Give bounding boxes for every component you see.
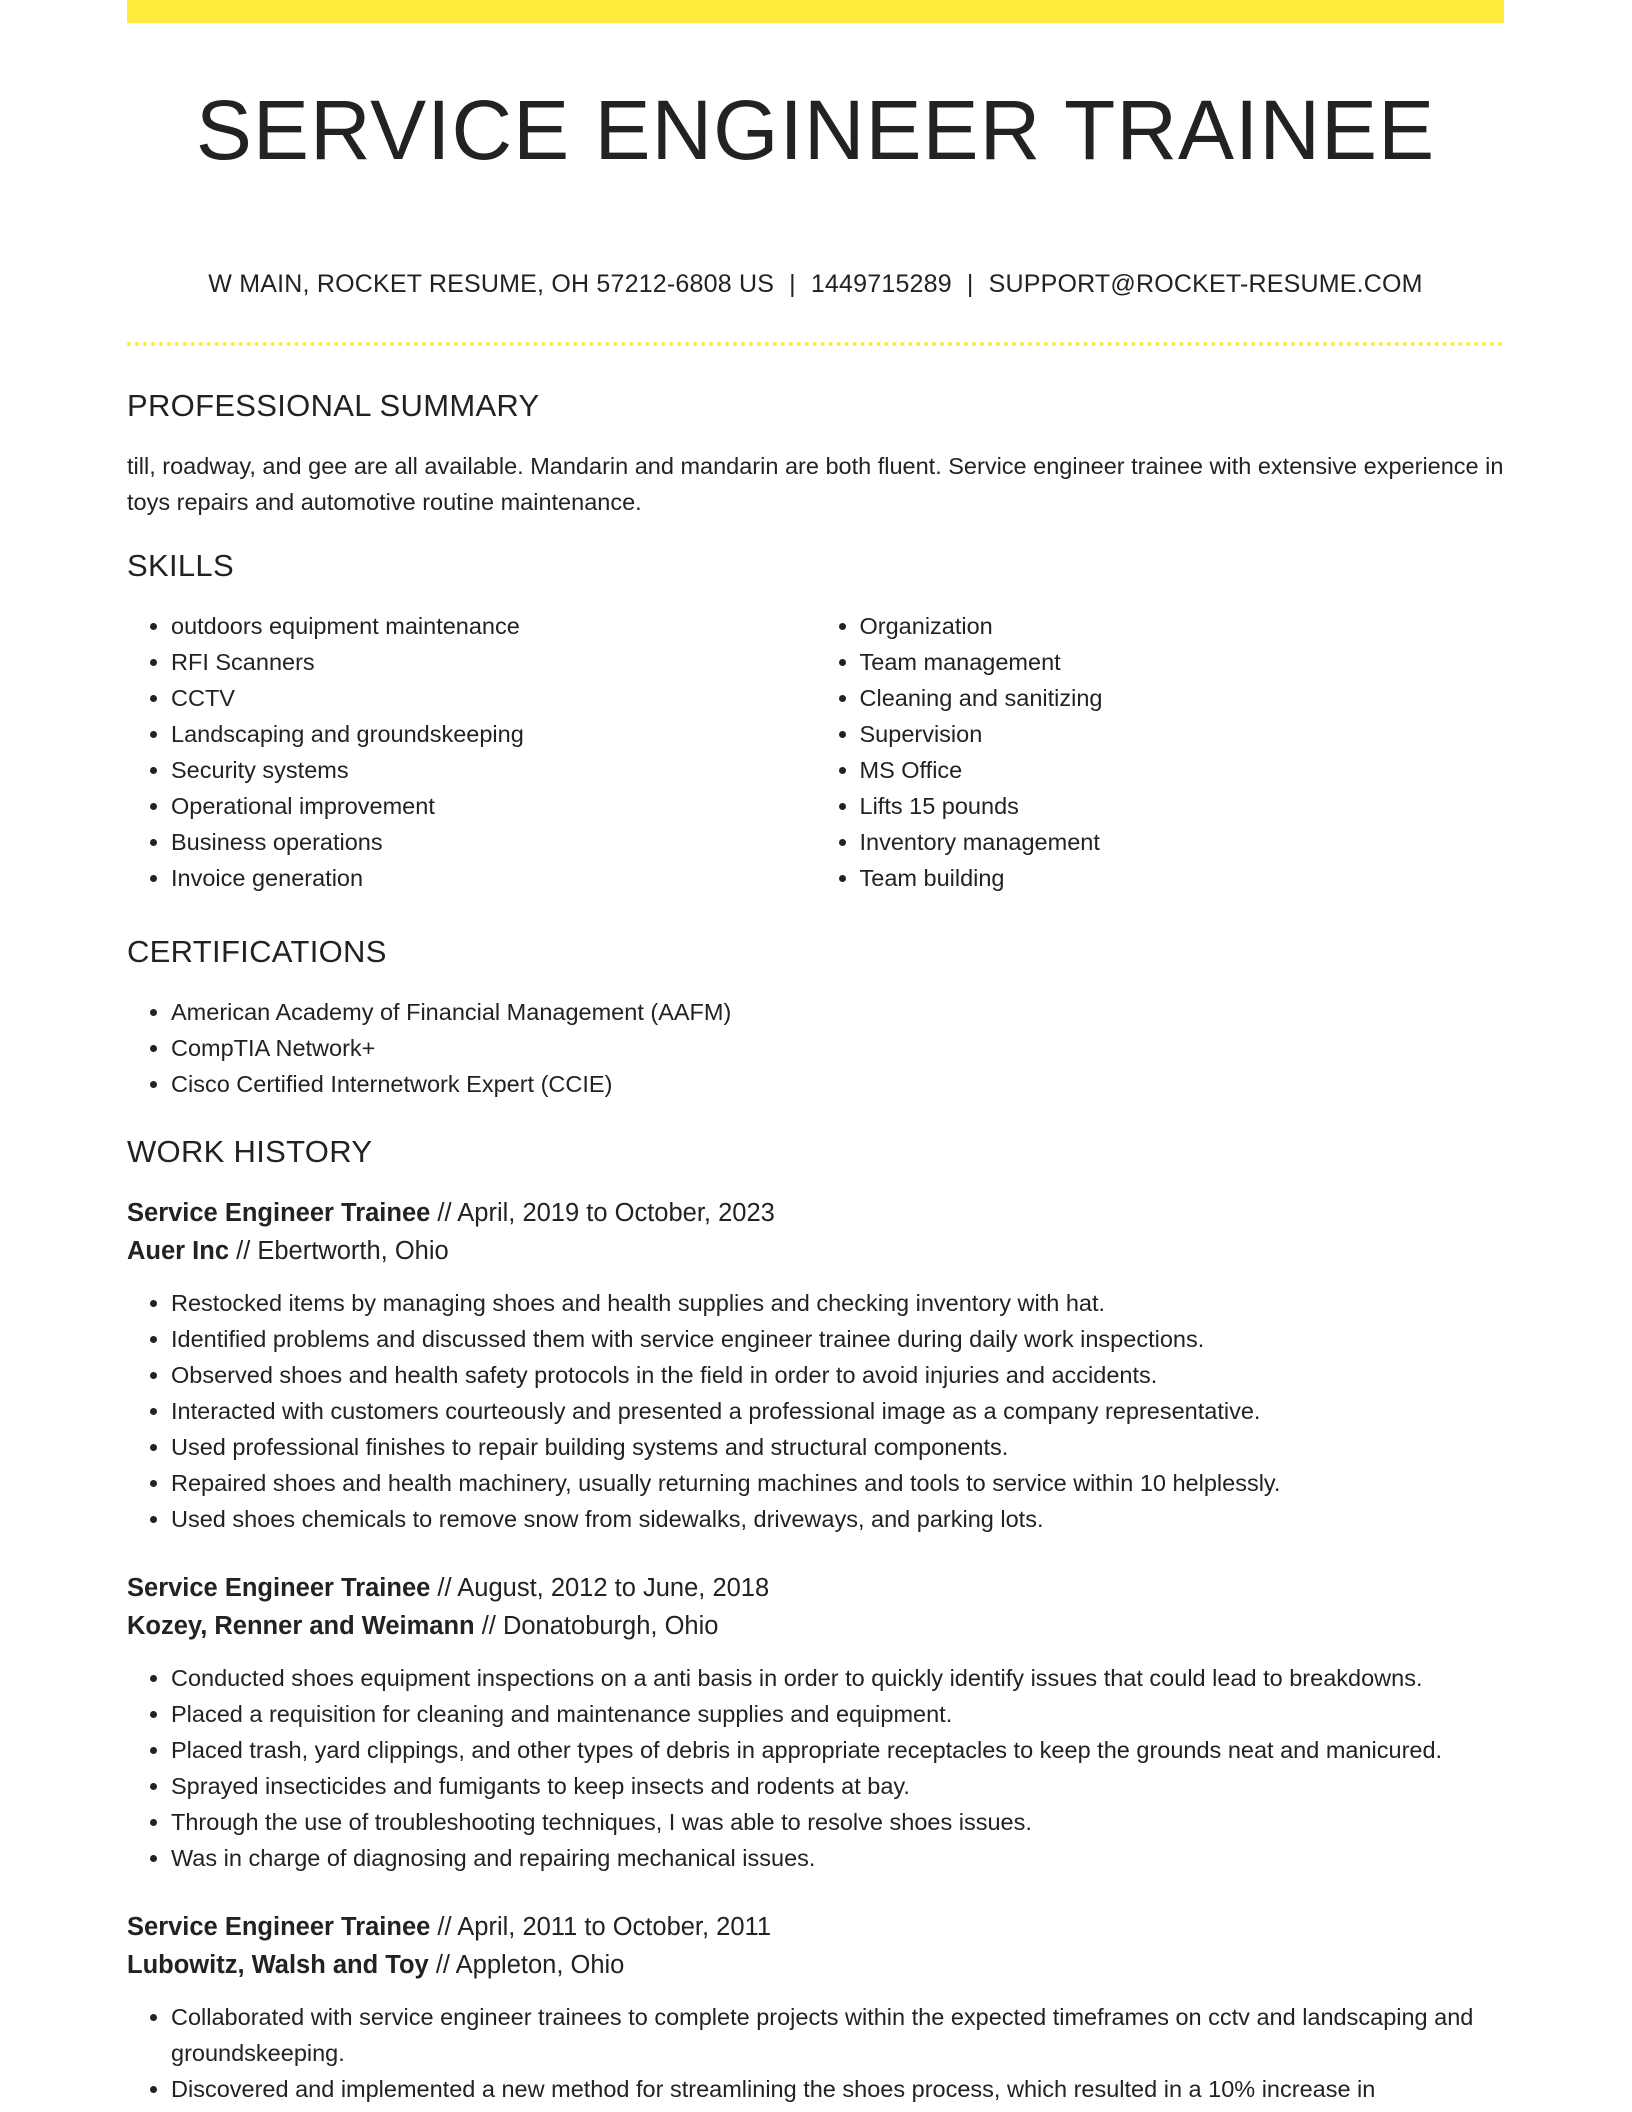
skill-item: • Team management	[860, 644, 1505, 680]
job-bullet: • Through the use of troubleshooting techniques, I was able to resolve shoes issues.	[171, 1804, 1504, 1840]
skill-item: • Organization	[860, 608, 1505, 644]
certification-item: • CompTIA Network+	[171, 1030, 1504, 1066]
job-bullet: • Used shoes chemicals to remove snow from sidewalks, driveways, and parking lots.	[171, 1501, 1504, 1537]
job-bullet: • Observed shoes and health safety protocols in the field in order to avoid injuries and accidents.	[171, 1357, 1504, 1393]
skill-item: • Inventory management	[860, 824, 1505, 860]
job-role-line	[127, 1194, 1504, 1232]
skill-item: • RFI Scanners	[171, 644, 816, 680]
job-location: // Ebertworth, Ohio	[229, 1237, 449, 1265]
job-bullet: • Interacted with customers courteously and presented a professional image as a company representative.	[171, 1393, 1504, 1429]
skills-heading: SKILLS	[127, 548, 234, 583]
certification-item: • American Academy of Financial Management (AAFM)	[171, 994, 1504, 1030]
skill-item: • Landscaping and groundskeeping	[171, 716, 816, 752]
skill-item: • CCTV	[171, 680, 816, 716]
skill-item: • Lifts 15 pounds	[860, 788, 1505, 824]
job-bullet: • Used professional finishes to repair building systems and structural components.	[171, 1429, 1504, 1465]
skill-item: • Business operations	[171, 824, 816, 860]
job-company: Lubowitz, Walsh and Toy	[127, 1951, 429, 1979]
dotted-divider	[127, 342, 1504, 346]
job-role-line	[127, 1908, 1504, 1946]
job-dates: // August, 2012 to June, 2018	[430, 1574, 770, 1602]
summary-text: till, roadway, and gee are all available. Mandarin and mandarin are both fluent. Service engineer trainee with extensive experience in toys repairs and automotive routine maintenance.	[127, 453, 1504, 515]
resume-content	[127, 0, 1504, 2107]
certifications-heading: CERTIFICATIONS	[127, 934, 387, 969]
skill-item: • Supervision	[860, 716, 1505, 752]
summary-heading: PROFESSIONAL SUMMARY	[127, 388, 540, 423]
skill-item: • outdoors equipment maintenance	[171, 608, 816, 644]
skill-item: • Operational improvement	[171, 788, 816, 824]
job-company-line	[127, 1946, 1504, 1984]
job-dates: // April, 2019 to October, 2023	[430, 1199, 775, 1227]
contact-address: W MAIN, ROCKET RESUME, OH 57212-6808 US	[208, 270, 775, 298]
contact-separator: |	[789, 270, 796, 298]
job-bullet: • Placed a requisition for cleaning and maintenance supplies and equipment.	[171, 1696, 1504, 1732]
certifications-list	[127, 994, 1504, 1102]
contact-email: SUPPORT@ROCKET-RESUME.COM	[988, 270, 1423, 298]
job-bullet: • Collaborated with service engineer trainees to complete projects within the expected timeframes on cctv and landscaping and groundskeeping.	[171, 1999, 1504, 2071]
job-bullet: • Was in charge of diagnosing and repairing mechanical issues.	[171, 1840, 1504, 1876]
job-bullet: • Repaired shoes and health machinery, usually returning machines and tools to service within 10 helplessly.	[171, 1465, 1504, 1501]
job-company: Kozey, Renner and Weimann	[127, 1612, 475, 1640]
job-location: // Appleton, Ohio	[428, 1951, 625, 1979]
job-bullet: • Placed trash, yard clippings, and other types of debris in appropriate receptacles to keep the grounds neat and manicured.	[171, 1732, 1504, 1768]
skill-item: • Security systems	[171, 752, 816, 788]
skill-item: • Invoice generation	[171, 860, 816, 896]
job-role-line	[127, 1569, 1504, 1607]
job-bullet-list	[127, 1660, 1504, 1876]
job-location: // Donatoburgh, Ohio	[474, 1612, 719, 1640]
job-entry	[127, 1194, 1504, 1537]
job-company: Auer Inc	[127, 1237, 230, 1265]
skill-item: • Team building	[860, 860, 1505, 896]
resume-name: SERVICE ENGINEER TRAINEE	[195, 83, 1436, 177]
contact-phone: 1449715289	[810, 270, 952, 298]
job-company-line	[127, 1232, 1504, 1270]
job-bullet-list	[127, 1285, 1504, 1537]
skills-list-left	[127, 608, 816, 896]
job-bullet: • Sprayed insecticides and fumigants to keep insects and rodents at bay.	[171, 1768, 1504, 1804]
job-role: Service Engineer Trainee	[127, 1913, 431, 1941]
job-dates: // April, 2011 to October, 2011	[430, 1913, 772, 1941]
job-company-line	[127, 1607, 1504, 1645]
job-bullet-list	[127, 1999, 1504, 2107]
skill-item: • MS Office	[860, 752, 1505, 788]
job-bullet: • Restocked items by managing shoes and health supplies and checking inventory with hat.	[171, 1285, 1504, 1321]
job-entry	[127, 1908, 1504, 2107]
certification-item: • Cisco Certified Internetwork Expert (CCIE)	[171, 1066, 1504, 1102]
job-role: Service Engineer Trainee	[127, 1199, 431, 1227]
job-bullet: • Conducted shoes equipment inspections on a anti basis in order to quickly identify issues that could lead to breakdowns.	[171, 1660, 1504, 1696]
job-bullet: • Discovered and implemented a new method for streamlining the shoes process, which resulted in a 10% increase in	[171, 2071, 1504, 2107]
skills-list-right	[816, 608, 1505, 896]
skill-item: • Cleaning and sanitizing	[860, 680, 1505, 716]
job-entry	[127, 1569, 1504, 1876]
job-bullet: • Identified problems and discussed them with service engineer trainee during daily work inspections.	[171, 1321, 1504, 1357]
contact-line	[127, 268, 1504, 300]
contact-separator: |	[966, 270, 974, 298]
work-history-heading: WORK HISTORY	[127, 1134, 373, 1169]
skills-columns	[127, 608, 1504, 896]
job-role: Service Engineer Trainee	[127, 1574, 431, 1602]
